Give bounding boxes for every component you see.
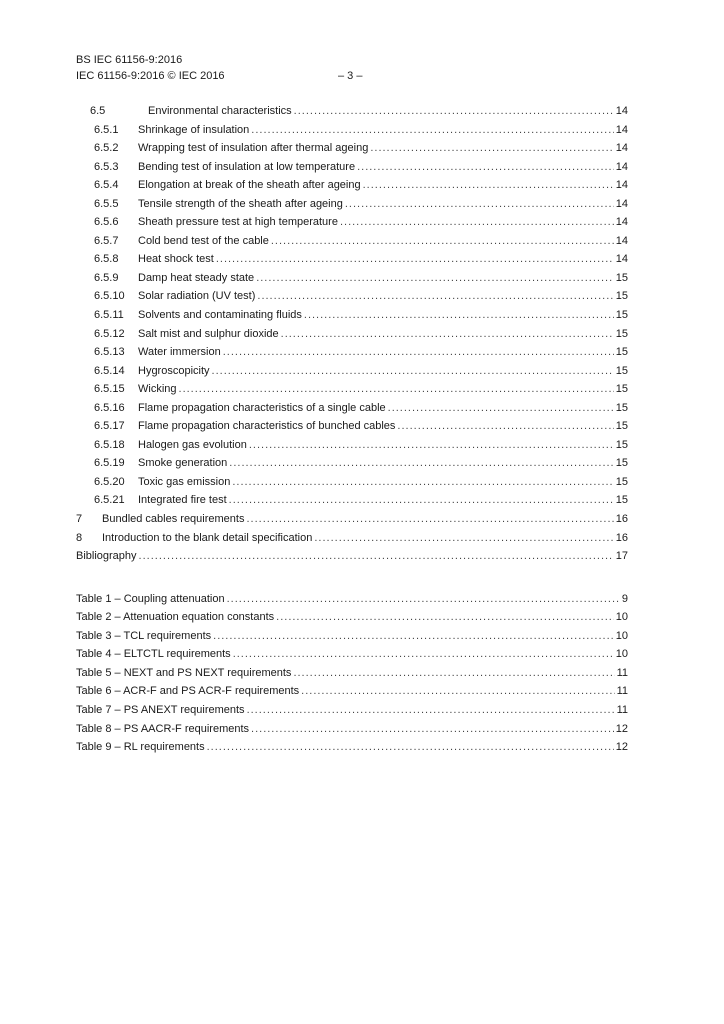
list-of-tables [76,590,628,757]
toc-entry-page: 15 [615,494,628,507]
toc-spacer [76,566,628,590]
toc-entry[interactable] [76,269,628,288]
toc-entry-number: 6.5.11 [94,309,124,322]
toc-entry-page: 14 [615,160,628,173]
toc-entry-number: 6.5.2 [94,142,119,155]
toc-entry-page: 15 [615,438,628,451]
toc-entry-page: 15 [615,271,628,284]
toc-entry[interactable] [76,343,628,362]
dot-leader [233,645,614,664]
dot-leader [314,529,613,548]
toc-entry-page: 10 [615,629,628,642]
toc-entry-page: 10 [615,648,628,661]
toc-entry-page: 11 [616,666,628,679]
toc-entry-page: 15 [615,383,628,396]
toc-entry-number: 6.5.12 [94,327,125,340]
toc-entry-page: 15 [615,475,628,488]
toc-entry-number: 6.5.1 [94,123,119,136]
dot-leader [271,232,614,251]
toc-entry-page: 14 [615,216,628,229]
toc-entry-number: 6.5.15 [94,383,125,396]
toc-entry-page: 10 [615,611,628,624]
toc-entry[interactable] [76,362,628,381]
toc-entry-title: Shrinkage of insulation [138,123,250,136]
toc-entry-title: Solvents and contaminating fluids [138,309,302,322]
toc-entry[interactable] [76,139,628,158]
toc-entry-title: Table 4 – ELTCTL requirements [76,648,231,661]
toc-entry-title: Flame propagation characteristics of a single cable [138,401,386,414]
toc-entry-page: 11 [616,703,628,716]
toc-entry-page: 14 [615,142,628,155]
toc-entry-number: 6.5.4 [94,179,119,192]
toc-entry-page: 14 [615,234,628,247]
toc-entry[interactable] [76,682,628,701]
toc-entry-title: Water immersion [138,346,221,359]
toc-entry-title: Bundled cables requirements [102,513,245,526]
toc-entry[interactable] [76,627,628,646]
dot-leader [229,491,614,510]
toc-entry-title: Table 6 – ACR-F and PS ACR-F requirements [76,685,300,698]
dot-leader [363,176,614,195]
toc-entry-title: Table 1 – Coupling attenuation [76,592,225,605]
toc-entry[interactable] [76,121,628,140]
toc-entry[interactable] [76,720,628,739]
dot-leader [304,306,614,325]
page-header [76,52,363,84]
dot-leader [227,590,620,609]
dot-leader [345,195,614,214]
dot-leader [246,510,613,529]
toc-entry-title: Wicking [138,383,177,396]
table-of-contents [76,102,628,757]
toc-entry-number: 6.5.5 [94,197,119,210]
toc-entry-title: Table 5 – NEXT and PS NEXT requirements [76,666,292,679]
toc-entry[interactable] [76,491,628,510]
toc-entry-number: 6.5.18 [94,438,125,451]
dot-leader [251,121,613,140]
dot-leader [212,362,614,381]
toc-entry-title: Wrapping test of insulation after thermal ageing [138,142,369,155]
toc-entry[interactable] [76,399,628,418]
toc-entry-title: Tensile strength of the sheath after ageing [138,197,343,210]
toc-entry-title: Introduction to the blank detail specification [102,531,313,544]
toc-entry-number: 6.5.21 [94,494,125,507]
dot-leader [293,664,614,683]
toc-entry-title: Cold bend test of the cable [138,234,269,247]
toc-entry-page: 11 [616,685,628,698]
toc-entry-page: 15 [615,364,628,377]
toc-entry[interactable] [76,645,628,664]
dot-leader [357,158,614,177]
toc-entry-number: 6.5.14 [94,364,125,377]
toc-entry-number: 6.5.9 [94,271,119,284]
dot-leader [340,213,614,232]
toc-entry-title: Solar radiation (UV test) [138,290,256,303]
copyright-line: IEC 61156-9:2016 © IEC 2016 [76,70,225,82]
toc-entry-title: Table 8 – PS AACR-F requirements [76,722,250,735]
toc-entry-title: Heat shock test [138,253,214,266]
toc-entry[interactable] [76,195,628,214]
toc-entry-title: Bibliography [76,550,137,563]
toc-entry-page: 9 [621,592,628,605]
dot-leader [388,399,614,418]
toc-entry-page: 16 [615,513,628,526]
toc-entry[interactable] [76,529,628,548]
dot-leader [216,250,614,269]
dot-leader [251,720,614,739]
toc-entry[interactable] [76,454,628,473]
toc-entry-page: 17 [615,550,628,563]
dot-leader [207,738,614,757]
toc-entry[interactable] [76,608,628,627]
dot-leader [223,343,614,362]
toc-entry[interactable] [76,380,628,399]
page-number: – 3 – [338,70,363,82]
toc-entry-number: 6.5.10 [94,290,125,303]
toc-entry-page: 15 [615,401,628,414]
toc-entry-number: 6.5.3 [94,160,119,173]
toc-entry-title: Hygroscopicity [138,364,210,377]
toc-entry-number: 6.5.6 [94,216,119,229]
toc-entry[interactable] [76,664,628,683]
toc-entry-title: Smoke generation [138,457,228,470]
toc-entry-title: Elongation at break of the sheath after ageing [138,179,361,192]
dot-leader [301,682,614,701]
toc-entry-page: 15 [615,346,628,359]
toc-entry-page: 14 [615,179,628,192]
dot-leader [256,269,614,288]
toc-entry-number: 6.5 [90,105,106,117]
toc-entry-number: 7 [76,513,83,526]
toc-entry[interactable] [76,510,628,529]
toc-entry[interactable] [76,250,628,269]
dot-leader [179,380,614,399]
dot-leader [229,454,613,473]
standard-id: BS IEC 61156-9:2016 [76,54,183,66]
toc-entry-title: Table 3 – TCL requirements [76,629,212,642]
dot-leader [276,608,614,627]
toc-entry-number: 6.5.7 [94,234,119,247]
toc-entry[interactable] [76,232,628,251]
toc-entry-number: 8 [76,531,83,544]
toc-entry[interactable] [76,436,628,455]
toc-entry-page: 12 [615,741,628,754]
dot-leader [139,547,614,566]
toc-entry-number: 6.5.16 [94,401,125,414]
toc-entry-page: 14 [615,123,628,136]
toc-entry[interactable] [76,701,628,720]
dot-leader [249,436,614,455]
toc-entry[interactable] [76,590,628,609]
toc-entry[interactable] [76,158,628,177]
toc-entry-title: Sheath pressure test at high temperature [138,216,338,229]
toc-entry-page: 15 [615,327,628,340]
toc-entry-title: Bending test of insulation at low temperature [138,160,356,173]
toc-entry[interactable] [76,738,628,757]
toc-entry[interactable] [76,102,628,121]
toc-entry-page: 15 [615,309,628,322]
toc-entry-page: 15 [615,457,628,470]
dot-leader [294,102,614,121]
toc-entry[interactable] [76,213,628,232]
toc-entry-title: Damp heat steady state [138,271,255,284]
toc-entry-title: Table 7 – PS ANEXT requirements [76,703,245,716]
toc-entry[interactable] [76,176,628,195]
toc-entry-page: 16 [615,531,628,544]
toc-entry-page: 14 [615,253,628,266]
toc-entry-title: Environmental characteristics [148,105,292,117]
toc-entry[interactable] [76,325,628,344]
toc-entry-page: 15 [615,420,628,433]
toc-entry-number: 6.5.13 [94,346,125,359]
toc-entry-title: Halogen gas evolution [138,438,247,451]
toc-entry-title: Flame propagation characteristics of bunched cables [138,420,396,433]
toc-entry-title: Table 2 – Attenuation equation constants [76,611,275,624]
toc-entry-page: 15 [615,290,628,303]
dot-leader [247,701,615,720]
toc-entry-number: 6.5.17 [94,420,125,433]
toc-sections [76,102,628,566]
dot-leader [370,139,613,158]
toc-entry[interactable] [76,417,628,436]
dot-leader [232,473,613,492]
toc-entry-page: 14 [615,197,628,210]
toc-entry-number: 6.5.19 [94,457,125,470]
dot-leader [397,417,613,436]
dot-leader [213,627,614,646]
dot-leader [257,287,613,306]
toc-entry-number: 6.5.8 [94,253,119,266]
toc-entry-title: Toxic gas emission [138,475,231,488]
toc-entry-number: 6.5.20 [94,475,125,488]
toc-entry-title: Salt mist and sulphur dioxide [138,327,279,340]
toc-entry[interactable] [76,287,628,306]
toc-entry-page: 12 [615,722,628,735]
toc-entry-title: Integrated fire test [138,494,227,507]
dot-leader [281,325,614,344]
toc-entry[interactable] [76,473,628,492]
toc-entry[interactable] [76,306,628,325]
toc-entry[interactable] [76,547,628,566]
toc-entry-page: 14 [615,105,628,117]
toc-entry-title: Table 9 – RL requirements [76,741,205,754]
